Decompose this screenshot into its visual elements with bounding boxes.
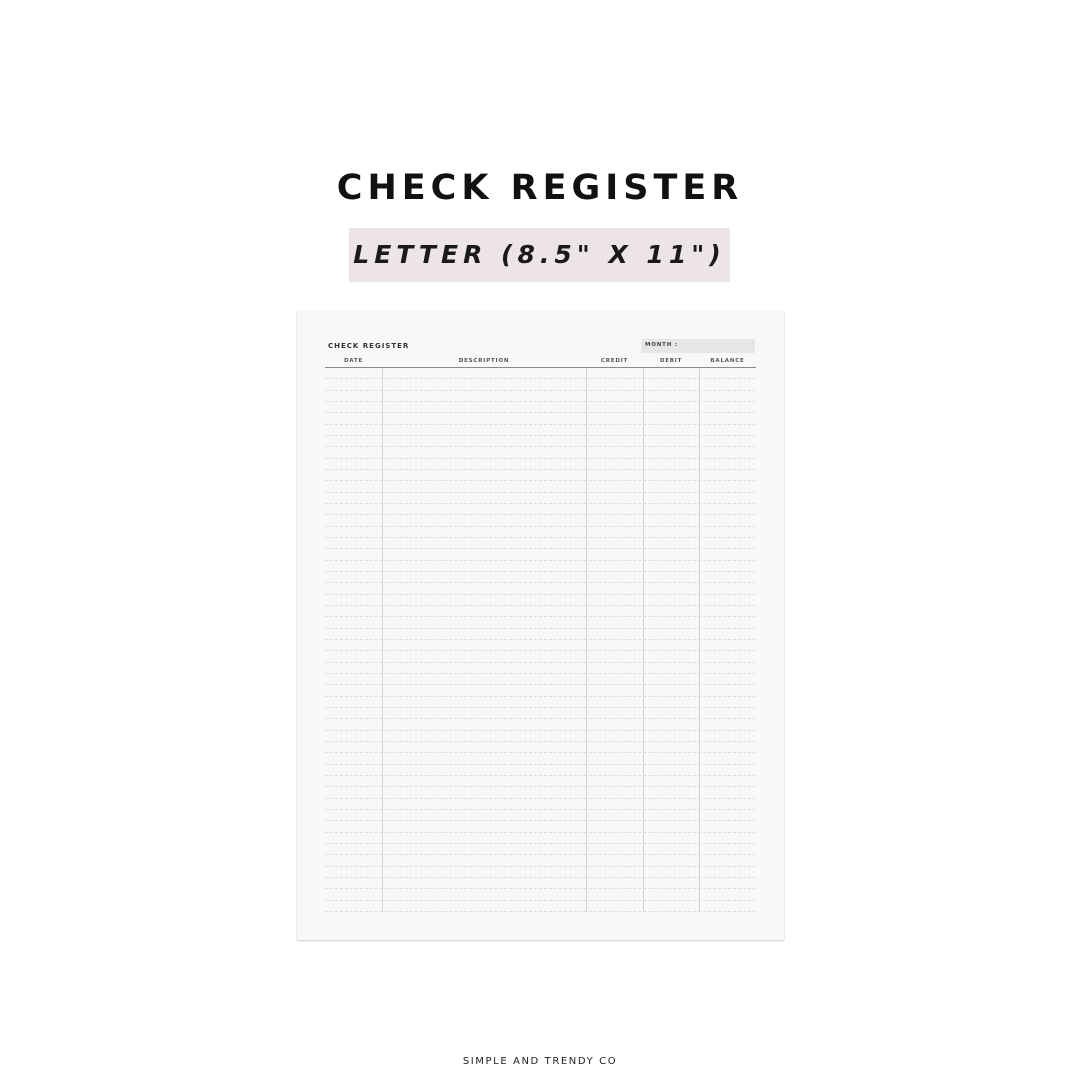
register-row-line — [325, 548, 756, 549]
register-row-line — [325, 390, 756, 391]
register-row-line — [325, 560, 756, 561]
register-row-line — [325, 616, 756, 617]
register-row-line — [325, 628, 756, 629]
register-row-line — [325, 888, 756, 889]
register-row-line — [325, 809, 756, 810]
register-sheet — [297, 311, 784, 940]
register-row-line — [325, 786, 756, 787]
column-header-debit: DEBIT — [659, 358, 683, 364]
month-field[interactable] — [641, 339, 755, 353]
register-row-line — [325, 605, 756, 606]
register-row-line — [325, 764, 756, 765]
register-row-line — [325, 594, 756, 595]
register-row-line — [325, 752, 756, 753]
register-row-line — [325, 684, 756, 685]
register-row-line — [325, 446, 756, 447]
register-row-line — [325, 401, 756, 402]
register-row-line — [325, 900, 756, 901]
register-row-line — [325, 526, 756, 527]
size-badge — [349, 228, 730, 282]
register-row-line — [325, 662, 756, 663]
register-row-line — [325, 514, 756, 515]
register-row-line — [325, 458, 756, 459]
register-row-line — [325, 424, 756, 425]
column-header-date: DATE — [343, 358, 364, 364]
register-row-line — [325, 832, 756, 833]
register-row-line — [325, 639, 756, 640]
page-title: CHECK REGISTER — [336, 168, 744, 208]
register-row-line — [325, 775, 756, 776]
size-badge-label: LETTER (8.5" X 11") — [353, 240, 726, 269]
column-divider — [586, 368, 587, 912]
register-row-line — [325, 707, 756, 708]
register-row-line — [325, 911, 756, 912]
column-header-credit: CREDIT — [600, 358, 629, 364]
register-row-line — [325, 412, 756, 413]
brand-footer: SIMPLE AND TRENDY CO — [462, 1056, 618, 1067]
register-row-line — [325, 866, 756, 867]
register-row-line — [325, 480, 756, 481]
register-row-line — [325, 741, 756, 742]
column-divider — [382, 368, 383, 912]
column-divider — [643, 368, 644, 912]
register-row-line — [325, 673, 756, 674]
register-row-line — [325, 820, 756, 821]
register-row-line — [325, 730, 756, 731]
register-row-line — [325, 503, 756, 504]
register-row-line — [325, 718, 756, 719]
register-row-line — [325, 582, 756, 583]
column-divider — [699, 368, 700, 912]
month-label: MONTH : — [645, 342, 678, 348]
register-row-line — [325, 435, 756, 436]
register-row-line — [325, 843, 756, 844]
register-row-line — [325, 492, 756, 493]
sheet-title: CHECK REGISTER — [328, 342, 410, 350]
register-row-line — [325, 571, 756, 572]
register-row-line — [325, 877, 756, 878]
register-rows — [325, 368, 756, 912]
column-header-description: DESCRIPTION — [458, 358, 510, 364]
register-row-line — [325, 378, 756, 379]
register-row-line — [325, 696, 756, 697]
register-row-line — [325, 650, 756, 651]
register-row-line — [325, 537, 756, 538]
register-row-line — [325, 469, 756, 470]
column-header-balance: BALANCE — [710, 358, 745, 364]
register-row-line — [325, 798, 756, 799]
register-row-line — [325, 854, 756, 855]
